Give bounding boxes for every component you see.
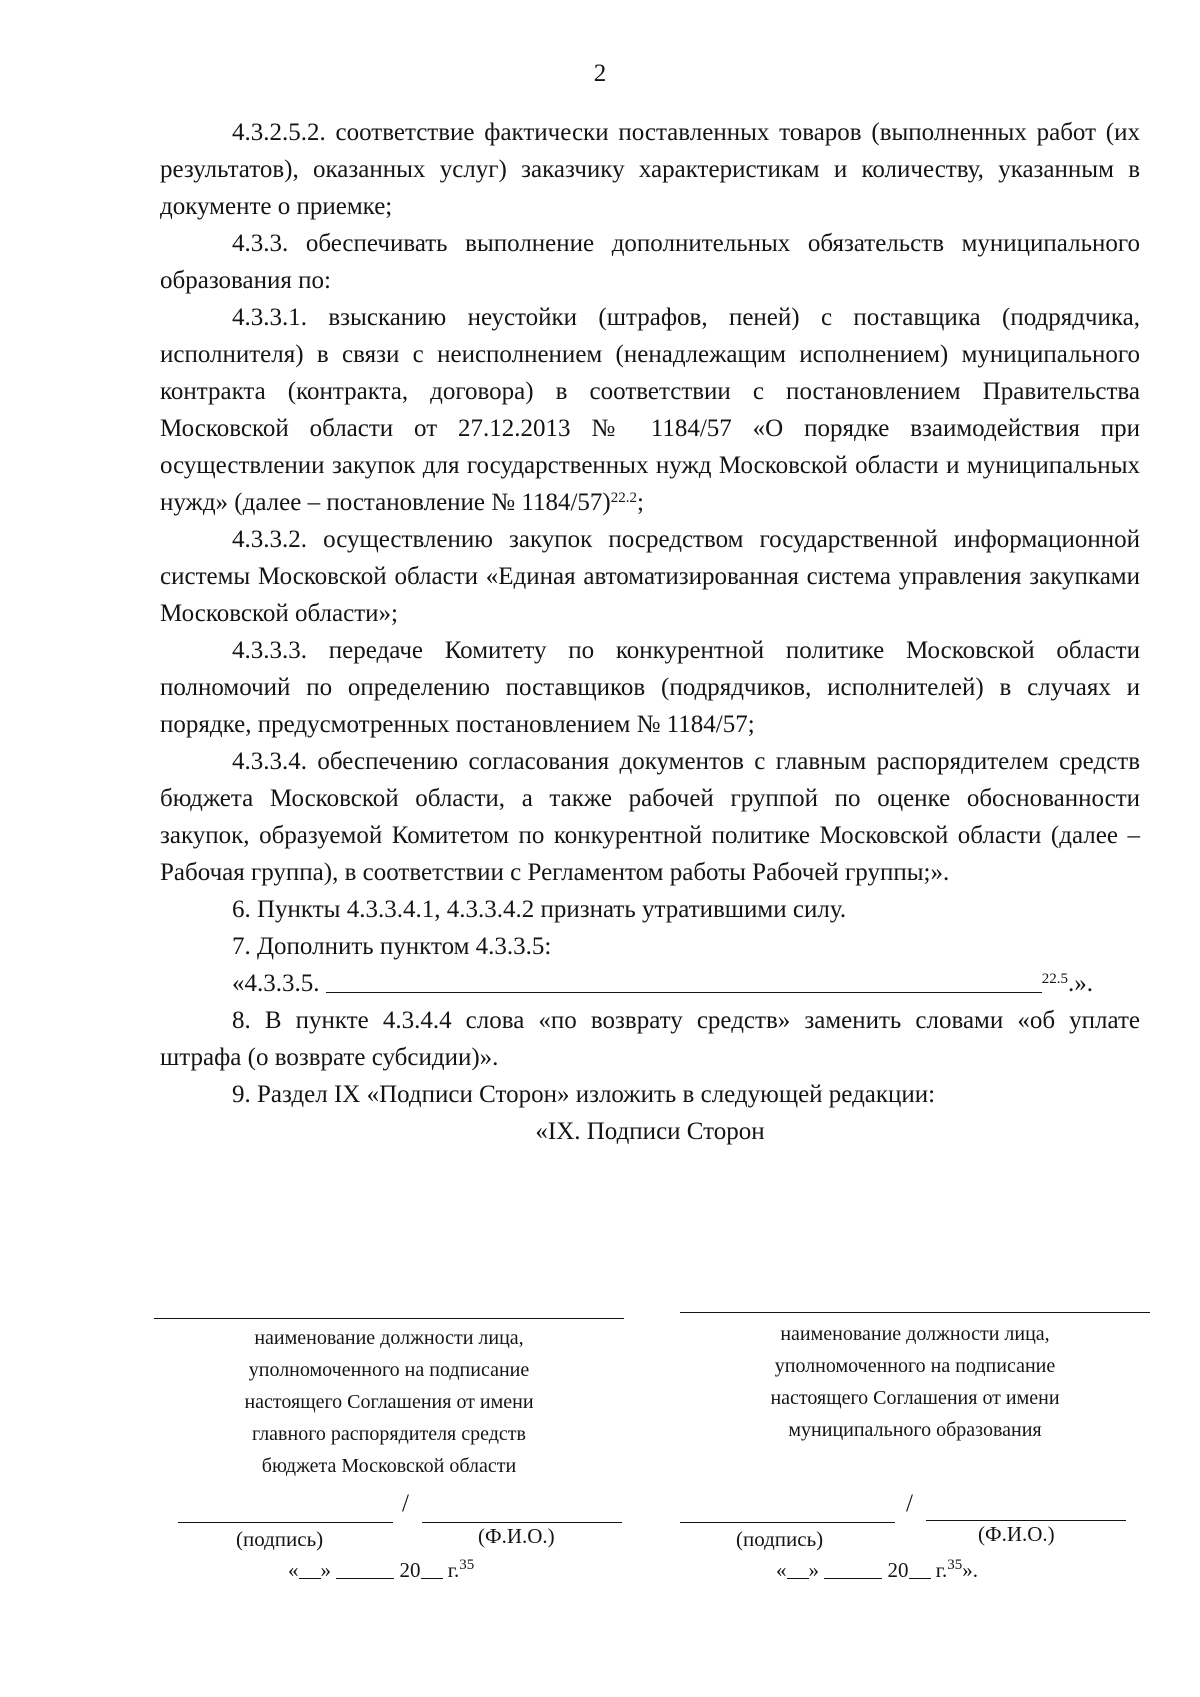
right-year-prefix: 20: [887, 1558, 909, 1582]
paragraph-8: 8. В пункте 4.3.4.4 слова «по возврату средств» заменить словами «об уплате штрафа (о возврате субсидии)».: [160, 1007, 1140, 1071]
paragraph-4-3-3-1-text: 4.3.3.1. взысканию неустойки (штрафов, пеней) с поставщика (подрядчика, исполнителя) в связи с неисполнением (ненадлежащим исполнением) муниципального контракта (контракта, договора) в соответствии с постановлением Правительства Московской области от 27.12.2013 № 1184/57 «О порядке взаимодействия при осуществлении закупок для государственных нужд Московской области и муниципальных нужд» (далее – постановление № 1184/57): [160, 304, 1140, 516]
left-caption-line-2: уполномоченного на подписание: [248, 1359, 530, 1381]
left-date-close: »: [320, 1558, 331, 1582]
right-caption-line-3: настоящего Соглашения от имени: [770, 1387, 1060, 1409]
right-date-end: ».: [962, 1558, 978, 1582]
section-heading: «IX. Подписи Сторон: [535, 1118, 765, 1145]
left-position-line: [154, 1318, 624, 1319]
paragraph-6: 6. Пункты 4.3.3.4.1, 4.3.3.4.2 признать утратившими силу.: [232, 896, 847, 923]
paragraph-4-3-3-5-tail: .».: [1068, 970, 1093, 997]
left-caption-line-1: наименование должности лица,: [254, 1327, 524, 1349]
right-signature-caption: (подпись): [736, 1527, 824, 1551]
left-name-caption: (Ф.И.О.): [478, 1524, 555, 1548]
right-slash: /: [906, 1490, 913, 1517]
right-caption-line-2: уполномоченного на подписание: [774, 1355, 1056, 1377]
paragraph-4-3-3-5: [160, 965, 1140, 1002]
paragraph-4-3-3: 4.3.3. обеспечивать выполнение дополнительных обязательств муниципального образования по:: [160, 230, 1140, 294]
paragraph-4-3-3-1: [160, 299, 1140, 521]
right-position-caption: [680, 1318, 1150, 1446]
footnote-ref-22-5: 22.5: [1041, 971, 1068, 987]
left-footnote-35: 35: [459, 1557, 475, 1573]
paragraph-9: 9. Раздел IX «Подписи Сторон» изложить в следующей редакции:: [232, 1081, 936, 1108]
left-caption-line-4: главного распорядителя средств: [252, 1423, 526, 1445]
left-year-blank: [421, 1560, 443, 1579]
left-slash: /: [402, 1490, 409, 1517]
fill-in-blank: [326, 968, 1042, 993]
right-date-open: «: [776, 1558, 787, 1582]
page-number: 2: [593, 60, 607, 87]
right-day-blank: [787, 1560, 809, 1579]
left-signature-caption: (подпись): [236, 1527, 324, 1551]
left-day-blank: [299, 1560, 321, 1579]
right-signature-line: [680, 1522, 895, 1523]
left-signature-line: [178, 1522, 393, 1523]
paragraph-4-3-3-2: 4.3.3.2. осуществлению закупок посредством государственной информационной системы Московской области «Единая автоматизированная система управления закупками Московской области»;: [160, 526, 1140, 627]
right-name-caption: (Ф.И.О.): [978, 1522, 1055, 1546]
right-date-line: [776, 1558, 978, 1583]
right-position-line: [680, 1312, 1150, 1313]
right-caption-line-4: муниципального образования: [788, 1419, 1042, 1441]
paragraph-4-3-3-4: 4.3.3.4. обеспечению согласования документов с главным распорядителем средств бюджета Московской области, а также рабочей группой по оценке обоснованности закупок, образуемой Комитетом по конкурентной политике Московской области (далее – Рабочая группа), в соответствии с Регламентом работы Рабочей группы;».: [160, 748, 1140, 886]
right-year-suffix: г.: [935, 1558, 948, 1582]
left-name-line: [422, 1522, 622, 1523]
footnote-ref-22-2: 22.2: [610, 490, 637, 506]
left-month-blank: [336, 1560, 394, 1579]
left-year-suffix: г.: [447, 1558, 460, 1582]
paragraph-4-3-2-5-2: 4.3.2.5.2. соответствие фактически поставленных товаров (выполненных работ (их результатов), оказанных услуг) заказчику характеристикам и количеству, указанным в документе о приемке;: [160, 119, 1140, 220]
right-year-blank: [909, 1560, 931, 1579]
right-month-blank: [824, 1560, 882, 1579]
document-body: [160, 114, 1140, 1150]
right-caption-line-1: наименование должности лица,: [780, 1323, 1050, 1345]
right-name-line: [926, 1520, 1126, 1521]
paragraph-4-3-3-1-tail: ;: [636, 489, 644, 516]
paragraph-4-3-3-3: 4.3.3.3. передаче Комитету по конкурентной политике Московской области полномочий по определению поставщиков (подрядчиков, исполнителей) в случаях и порядке, предусмотренных постановлением № 1184/57;: [160, 637, 1140, 738]
left-caption-line-5: бюджета Московской области: [261, 1455, 517, 1477]
paragraph-7: 7. Дополнить пунктом 4.3.3.5:: [232, 933, 552, 960]
left-date-open: «: [288, 1558, 299, 1582]
paragraph-4-3-3-5-label: «4.3.3.5.: [232, 970, 320, 997]
right-footnote-35: 35: [947, 1557, 963, 1573]
left-date-line: [288, 1558, 474, 1583]
right-date-close: »: [808, 1558, 819, 1582]
left-position-caption: [154, 1322, 624, 1482]
left-caption-line-3: настоящего Соглашения от имени: [244, 1391, 534, 1413]
left-year-prefix: 20: [399, 1558, 421, 1582]
